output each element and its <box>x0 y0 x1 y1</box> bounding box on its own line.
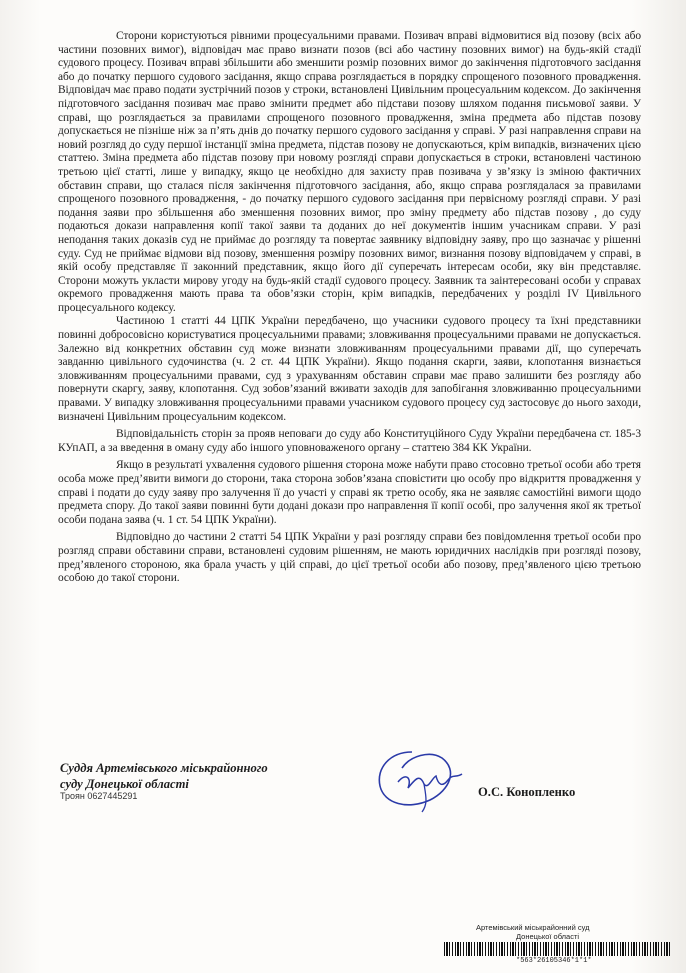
phone-note: Троян 0627445291 <box>60 791 138 801</box>
judge-title <box>60 760 268 792</box>
court-barcode-stamp <box>436 920 676 970</box>
judge-name: О.С. Конопленко <box>478 785 576 799</box>
stamp-court-line-1: Артемівський міськрайонний суд <box>476 923 590 932</box>
handwritten-signature <box>372 738 482 818</box>
document-body <box>58 30 641 586</box>
barcode <box>444 942 670 956</box>
judge-title-line-2: суду Донецької області <box>60 777 189 791</box>
judge-title-line-1: Суддя Артемівського міськрайонного <box>60 761 268 775</box>
paragraph-liability: Відповідальність сторін за прояв неповаги до суду або Конституційного Суду України передбачена ст. 185-3 КУпАП, а за введення в оману суду або іншого уповноваженого органу – статтею 384 КК України. <box>58 428 641 454</box>
paragraph-party-rights: Сторони користуються рівними процесуальними правами. Позивач вправі відмовитися від позову (всіх або частини позовних вимог), відповідач має право визнати позов (всі або частину позовних вимог) на будь-якій стадії судового процесу. Позивач вправі збільшити або зменшити розмір позовних вимог до закінчення підготовчого засідання або до початку першого судового засідання, якщо справа розглядається в порядку спрощеного позовного провадження. Відповідач має право подати зустрічний позов у строки, встановлені Цивільним процесуальним кодексом. До закінчення підготовчого засідання позивач має право змінити предмет або підстави позову шляхом подання письмової заяви. У справі, що розглядається за правилами спрощеного позовного провадження, зміна предмета або підстав позову допускається не пізніше ніж за п’ять днів до початку першого судового засідання у справі. У разі направлення справи на новий розгляд до суду першої інстанції зміна предмета, підстав позову не допускаються, крім випадків, визначених цією статтею. Зміна предмета або підстав позову при новому розгляді справи допускається в строки, встановлені частиною третьою цієї статті, лише у випадку, якщо це необхідно для захисту прав позивача у зв’язку із зміною фактичних обставин справи, що сталася після закінчення підготовчого засідання, або, якщо справа розглядалася за правилами спрощеного позовного провадження, - до початку першого судового засідання при первісному розгляді справи. У разі подання заяви про збільшення або зменшення позовних вимог, про зміну предмету або підстав позову , до суду подаються докази направлення копії такої заяви та доданих до неї документів іншим учасникам справи. У разі неподання таких доказів суд не приймає до розгляду та повертає заявнику відповідну заяву, про що зазначає у рішенні суду. Суд не приймає відмови від позову, зменшення розміру позовних вимог, визнання позову відповідачем у справі, в якій особу представляє її законний представник, якщо його дії суперечать інтересам особи, яку він представляє. Сторони можуть укласти мирову угоду на будь-якій стадії судового процесу. Заявник та заінтересовані особи у справах окремого провадження мають права та обов’язки сторін, крім випадків, передбачених у розділі IV Цивільного процесуального кодексу. <box>58 30 641 314</box>
barcode-number: *563*26105346*1*1* <box>516 957 592 965</box>
paragraph-third-party-notice: Відповідно до частини 2 статті 54 ЦПК України у разі розгляду справи без повідомлення третьої особи про розгляд справи обставини справи, встановлені судовим рішенням, не мають юридичних наслідків при розгляді позову, пред’явленого стороною, яка брала участь у цій справі, до цієї третьої особи або позову, пред’явленого цією третьою особою до такої сторони. <box>58 531 641 585</box>
paragraph-abuse-of-rights: Частиною 1 статті 44 ЦПК України передбачено, що учасники судового процесу та їхні представники повинні добросовісно користуватися процесуальними правами; зловживання процесуальними правами не допускається. Залежно від конкретних обставин суд може визнати зловживанням процесуальними правами дії, що суперечать завданню цивільного судочинства (ч. 2 ст. 44 ЦПК України). Якщо подання скарги, заяви, клопотання визнається зловживанням процесуальними правами, суд з урахуванням обставин справи має право залишити без розгляду або повернути скаргу, заяву, клопотання. Суд зобов’язаний вживати заходів для запобігання зловживанню процесуальними правами. У випадку зловживання процесуальними правами учасником судового процесу суд застосовує до нього заходи, визначені Цивільним процесуальним кодексом. <box>58 315 641 423</box>
stamp-court-line-2: Донецької області <box>516 932 580 941</box>
paragraph-third-party: Якщо в результаті ухвалення судового рішення сторона може набути право стосовно третьої особи або третя особа може пред’явити вимоги до сторони, така сторона зобов’язана сповістити цю особу про відкриття провадження у справі і подати до суду заяву про залучення її до участі у справі як третю особу, яка не заявляє самостійні вимоги щодо предмета спору. До такої заяви повинні бути додані докази про направлення її копії особі, про залучення якої як третьої особи подана заява (ч. 1 ст. 54 ЦПК України). <box>58 459 641 526</box>
